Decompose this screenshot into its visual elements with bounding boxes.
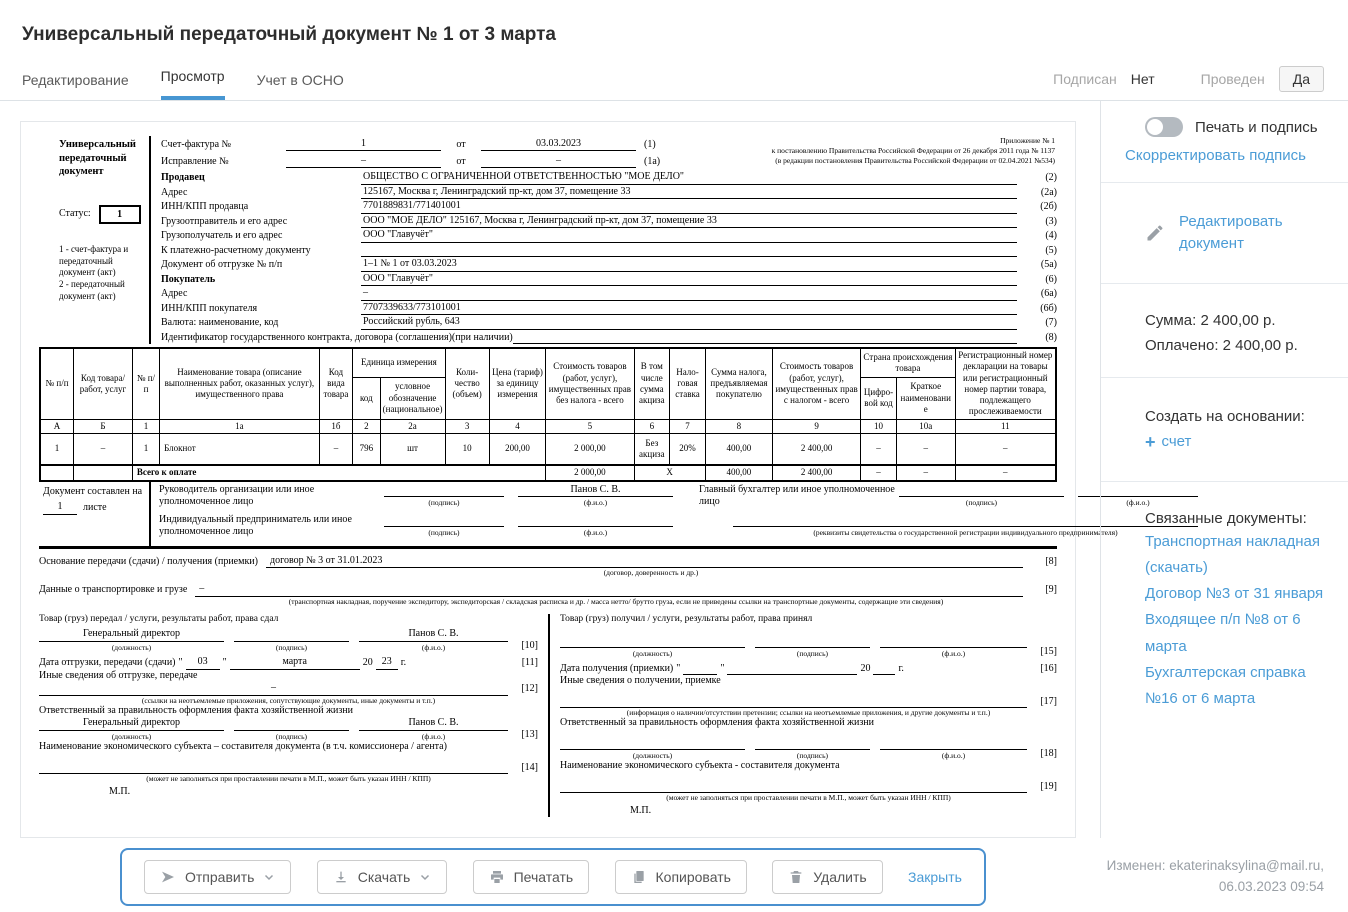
field-value: ООО "Главучёт" bbox=[361, 273, 1017, 287]
field-label: ИНН/КПП продавца bbox=[161, 201, 249, 212]
col-header: Наименование товара (описание выполненных работ, оказанных услуг), имущественного права bbox=[160, 348, 320, 419]
col-header: Единица измерения bbox=[353, 348, 445, 377]
adjust-signature-link[interactable]: Скорректировать подпись bbox=[1125, 147, 1306, 164]
left-other-value: – bbox=[39, 682, 508, 696]
correction-label: Исправление № bbox=[161, 155, 229, 167]
field-value: – bbox=[361, 287, 1017, 301]
ip-label: Индивидуальный предприниматель или иное уполномоченное лицо bbox=[159, 513, 352, 537]
row-cell: 2 000,00 bbox=[546, 433, 634, 465]
quote: " bbox=[222, 657, 227, 668]
total-gross: 2 400,00 bbox=[773, 465, 861, 480]
status-note-2: 2 - передаточный документ (акт) bbox=[59, 278, 125, 301]
handover-columns bbox=[39, 614, 1057, 817]
page-title: Универсальный передаточный документ № 1 от 3 марта bbox=[22, 24, 556, 45]
field-value: 125167, Москва г, Ленинградский пр-кт, дом 37, помещение 33 bbox=[361, 186, 1017, 200]
basis-value: договор № 3 от 31.01.2023 bbox=[266, 555, 1023, 569]
download-icon bbox=[333, 869, 349, 885]
sidebar bbox=[1100, 101, 1348, 838]
tab-osno[interactable]: Учет в ОСНО bbox=[256, 72, 344, 88]
field-value: 7707339633/773101001 bbox=[361, 302, 1017, 316]
num-1a: (1а) bbox=[644, 155, 661, 167]
code-cell: 9 bbox=[773, 419, 861, 433]
field-num: (2) bbox=[1045, 172, 1057, 183]
col-header: Нало- говая ставка bbox=[670, 348, 706, 419]
left-num-14: [14] bbox=[521, 761, 538, 773]
create-from-section bbox=[1101, 378, 1348, 481]
code-cell: 10а bbox=[896, 419, 955, 433]
print-sign-toggle[interactable] bbox=[1145, 117, 1183, 137]
code-cell: 11 bbox=[955, 419, 1056, 433]
field-label: Адрес bbox=[161, 288, 188, 299]
chevron-down-icon bbox=[419, 871, 431, 883]
form-header-left bbox=[39, 136, 149, 344]
col-header: Краткое наименование bbox=[896, 377, 955, 419]
quote: " bbox=[178, 657, 183, 668]
left-date-year: 23 bbox=[376, 656, 398, 670]
transport-row bbox=[39, 583, 1057, 597]
right-date-g: г. bbox=[898, 662, 904, 674]
col-header: Код вида товара bbox=[319, 348, 353, 419]
code-cell: 5 bbox=[546, 419, 634, 433]
code-cell: 8 bbox=[705, 419, 772, 433]
create-invoice-link[interactable]: счет bbox=[1161, 433, 1192, 450]
left-date-day: 03 bbox=[186, 656, 220, 670]
col-header: условное обозначение (национальное) bbox=[380, 377, 445, 419]
row-cell: Без акциза bbox=[634, 433, 670, 465]
action-box bbox=[120, 848, 986, 906]
col-header: Код товара/ работ, услуг bbox=[74, 348, 133, 419]
status-label: Статус: bbox=[59, 208, 91, 220]
left-num-10: [10] bbox=[521, 639, 538, 651]
total-dash: – bbox=[861, 465, 897, 480]
copy-button[interactable] bbox=[615, 860, 747, 894]
tab-editing[interactable]: Редактирование bbox=[22, 72, 129, 88]
code-cell: 1 bbox=[132, 419, 159, 433]
status-row bbox=[59, 205, 141, 224]
field-value: 1–1 № 1 от 03.03.2023 bbox=[361, 258, 1017, 272]
made-on-label: Документ составлен на bbox=[43, 485, 143, 497]
chevron-down-icon bbox=[263, 871, 275, 883]
field-value: ОБЩЕСТВО С ОГРАНИЧЕННОЙ ОТВЕТСТВЕННОСТЬЮ "МОЕ ДЕЛО" bbox=[361, 171, 1017, 185]
right-entity-hint: (может не заполняться при проставлении печати в М.П., может быть указан ИНН / КПП) bbox=[666, 793, 951, 803]
send-label: Отправить bbox=[185, 869, 255, 885]
transport-hint: (транспортная накладная, поручение экспедитору, экспедиторская / складская расписка и др. / масса нетто/ брутто груза, если не приведены ссылки на транспортные документы, содержащие эти сведения) bbox=[288, 596, 944, 606]
right-entity-label: Наименование экономического субъекта - составителя документа bbox=[560, 760, 840, 772]
field-num: (5) bbox=[1045, 244, 1057, 256]
total-row bbox=[40, 465, 1056, 480]
related-docs-label: Связанные документы: bbox=[1145, 509, 1307, 527]
table-row bbox=[40, 433, 1056, 465]
form-title: Универсальный передаточный документ bbox=[59, 139, 136, 178]
status-group bbox=[1053, 66, 1324, 100]
field-label: Грузополучатель и его адрес bbox=[161, 230, 283, 241]
right-num-19: [19] bbox=[1040, 780, 1057, 792]
field-label: Покупатель bbox=[161, 273, 216, 285]
right-num-16: [16] bbox=[1040, 662, 1057, 674]
code-cell: 6 bbox=[634, 419, 670, 433]
right-num-17: [17] bbox=[1040, 695, 1057, 707]
main-area bbox=[0, 101, 1348, 838]
caption-position: (должность) bbox=[632, 750, 673, 760]
modified-line-2: 06.03.2023 09:54 bbox=[1218, 879, 1324, 894]
tab-view[interactable]: Просмотр bbox=[161, 68, 225, 100]
field-seller-inn bbox=[161, 199, 1057, 214]
col-header: Регистрационный номер декларации на товары или регистрационный номер партии товара, подлежащего прослеживаемости bbox=[955, 348, 1056, 419]
total-dash: – bbox=[955, 465, 1056, 480]
delete-label: Удалить bbox=[813, 869, 867, 885]
transport-label: Данные о транспортировке и грузе bbox=[39, 584, 188, 596]
total-x: X bbox=[634, 465, 705, 480]
left-date-century: 20 bbox=[362, 657, 373, 668]
right-num-18: [18] bbox=[1040, 747, 1057, 759]
row-cell: 796 bbox=[353, 433, 380, 465]
invoice-label: Счет-фактура № bbox=[161, 138, 232, 150]
total-net: 2 000,00 bbox=[546, 465, 634, 480]
field-num: (8) bbox=[1045, 331, 1057, 343]
caption-signature: (подпись) bbox=[275, 642, 308, 652]
made-on-unit: листе bbox=[83, 502, 107, 513]
document-preview-wrap bbox=[0, 101, 1150, 838]
annex-note bbox=[661, 136, 1057, 170]
field-consignee bbox=[161, 228, 1057, 243]
edit-document-link[interactable]: Редактировать документ bbox=[1179, 213, 1283, 252]
invoice-lines bbox=[161, 136, 661, 170]
field-label: ИНН/КПП покупателя bbox=[161, 302, 258, 314]
tab-bar bbox=[0, 66, 1348, 101]
status-note-1: 1 - счет-фактура и передаточный документ (акт) bbox=[59, 243, 129, 278]
left-mp: М.П. bbox=[109, 785, 131, 797]
col-header: № п/п bbox=[132, 348, 159, 419]
send-icon bbox=[160, 869, 176, 885]
correction-number-row bbox=[161, 153, 661, 168]
row-cell: шт bbox=[380, 433, 445, 465]
download-button[interactable] bbox=[317, 860, 448, 894]
send-button[interactable] bbox=[144, 860, 291, 894]
left-date-g: г. bbox=[400, 657, 407, 668]
edit-document-section[interactable] bbox=[1101, 182, 1348, 284]
modified-line-1: Изменен: ekaterinaksylina@mail.ru, bbox=[1106, 858, 1324, 874]
col-header: код bbox=[353, 377, 380, 419]
left-entity-hint: (может не заполняться при проставлении печати в М.П., может быть указан ИНН / КПП) bbox=[146, 774, 431, 784]
head-name: Панов С. В. bbox=[518, 484, 673, 498]
field-num: (6б) bbox=[1040, 302, 1057, 314]
code-cell: 7 bbox=[670, 419, 706, 433]
form-header bbox=[39, 136, 1057, 344]
right-resp-label: Ответственный за правильность оформления факта хозяйственной жизни bbox=[560, 717, 875, 729]
field-num: (3) bbox=[1045, 215, 1057, 227]
signature-block bbox=[39, 480, 1150, 549]
row-cell: 200,00 bbox=[489, 433, 546, 465]
caption-fio: (ф.и.о.) bbox=[1126, 498, 1150, 508]
col-header: Коли- чество (объем) bbox=[445, 348, 489, 419]
col-header: Цифро- вой код bbox=[861, 377, 897, 419]
invoice-from-label: от bbox=[456, 138, 466, 150]
left-num-12: [12] bbox=[521, 683, 538, 694]
basis-row bbox=[39, 555, 1057, 569]
print-sign-section bbox=[1101, 101, 1348, 182]
code-cell: Б bbox=[74, 419, 133, 433]
col-header: Стоимость товаров (работ, услуг), имущественных прав без налога - всего bbox=[546, 348, 634, 419]
caption-signature: (подпись) bbox=[428, 528, 460, 538]
field-num: (2а) bbox=[1040, 186, 1057, 198]
right-title: Товар (груз) получил / услуги, результаты работ, права принял bbox=[560, 614, 813, 625]
left-other-label: Иные сведения об отгрузке, передаче bbox=[39, 669, 198, 681]
field-buyer-inn bbox=[161, 301, 1057, 316]
handover-right bbox=[548, 614, 1057, 817]
upd-document bbox=[20, 121, 1150, 838]
total-dash: – bbox=[896, 465, 955, 480]
caption-fio: (ф.и.о.) bbox=[421, 731, 446, 741]
signed-value: Нет bbox=[1130, 71, 1155, 87]
field-shipping-doc bbox=[161, 257, 1057, 272]
code-cell: 3 bbox=[445, 419, 489, 433]
right-date-century: 20 bbox=[860, 662, 871, 674]
field-seller-address bbox=[161, 185, 1057, 200]
col-header: Стоимость товаров (работ, услуг), имущественных прав с налогом - всего bbox=[773, 348, 861, 419]
total-label: Всего к оплате bbox=[132, 465, 546, 480]
right-date-year bbox=[873, 663, 895, 675]
correction-date: – bbox=[481, 155, 636, 169]
caption-ip-requisites: (реквизиты свидетельства о государственной регистрации индивидуального предпринимателя) bbox=[813, 528, 1118, 538]
related-doc-link[interactable]: Входящее п/п №8 от 6 марта bbox=[1145, 611, 1301, 655]
annex-line-2: к постановлению Правительства Российской Федерации от 26 декабря 2011 года № 1137 bbox=[771, 146, 1055, 156]
code-row bbox=[40, 419, 1056, 433]
col-header: В том числе сумма акциза bbox=[634, 348, 670, 419]
row-cell: 10 bbox=[445, 433, 489, 465]
col-header: Страна происхождения товара bbox=[861, 348, 955, 377]
trash-icon bbox=[788, 869, 804, 885]
field-value: ООО "Главучёт" bbox=[361, 229, 1017, 243]
sum-line: Сумма: 2 400,00 р. bbox=[1145, 311, 1276, 329]
page-header bbox=[0, 0, 1348, 46]
field-payment-doc bbox=[161, 243, 1057, 258]
made-on-block bbox=[39, 482, 149, 546]
field-currency bbox=[161, 315, 1057, 330]
row-cell: 20% bbox=[670, 433, 706, 465]
row-cell: 1 bbox=[40, 433, 74, 465]
transport-hint-row bbox=[39, 597, 1057, 606]
form-header-right bbox=[149, 136, 1057, 344]
left-num-11: [11] bbox=[521, 657, 538, 668]
basis-hint: (договор, доверенность и др.) bbox=[603, 568, 699, 577]
right-date-day bbox=[683, 663, 717, 675]
made-on-value: 1 bbox=[43, 501, 77, 515]
left-title: Товар (груз) передал / услуги, результаты работ, права сдал bbox=[39, 614, 279, 625]
basis-num: [8] bbox=[1045, 555, 1057, 567]
copy-icon bbox=[631, 869, 647, 885]
caption-signature: (подпись) bbox=[428, 498, 460, 508]
left-num-13: [13] bbox=[521, 728, 538, 740]
caption-position: (должность) bbox=[111, 642, 152, 652]
code-cell: 10 bbox=[861, 419, 897, 433]
field-label: К платежно-расчетному документу bbox=[161, 244, 311, 256]
correction-number: – bbox=[286, 155, 441, 169]
status-notes bbox=[59, 244, 141, 302]
annex-line-3: (в редакции постановления Правительства Российской Федерации от 02.04.2021 №534) bbox=[775, 156, 1055, 166]
code-cell: 2 bbox=[353, 419, 380, 433]
quote: " bbox=[720, 662, 725, 674]
field-shipper bbox=[161, 214, 1057, 229]
row-cell: – bbox=[861, 433, 897, 465]
modified-info bbox=[1107, 856, 1324, 898]
field-value: Российский рубль, 643 bbox=[361, 316, 1017, 330]
bottom-bar bbox=[0, 848, 1348, 906]
left-date-month: марта bbox=[230, 656, 360, 670]
sums-section bbox=[1101, 284, 1348, 377]
col-header: Сумма налога, предъявляемая покупателю bbox=[705, 348, 772, 419]
annex-line-1: Приложение № 1 bbox=[1000, 136, 1055, 145]
field-value bbox=[361, 256, 1017, 257]
field-gov-contract bbox=[161, 330, 1057, 345]
code-cell: 1б bbox=[319, 419, 353, 433]
delete-button[interactable] bbox=[772, 860, 882, 894]
right-date-label: Дата получения (приемки) bbox=[560, 662, 674, 674]
related-doc-link[interactable]: Бухгалтерская справка №16 от 6 марта bbox=[1145, 663, 1306, 707]
create-from-label: Создать на основании: bbox=[1145, 407, 1305, 425]
row-cell: – bbox=[896, 433, 955, 465]
left-resp-label: Ответственный за правильность оформления факта хозяйственной жизни bbox=[39, 704, 354, 716]
basis-hint-row bbox=[39, 568, 1057, 577]
code-cell: А bbox=[40, 419, 74, 433]
print-sign-label: Печать и подпись bbox=[1195, 118, 1318, 136]
paid-line: Оплачено: 2 400,00 р. bbox=[1145, 337, 1298, 354]
left-name-1: Панов С. В. bbox=[359, 628, 508, 642]
row-cell: 1 bbox=[132, 433, 159, 465]
field-label: Идентификатор государственного контракта, договора (соглашения)(при наличии) bbox=[161, 331, 513, 343]
right-num-15: [15] bbox=[1040, 646, 1057, 657]
caption-signature: (подпись) bbox=[965, 498, 998, 508]
related-doc-link[interactable]: Договор №3 от 31 января bbox=[1145, 585, 1324, 602]
caption-fio: (ф.и.о.) bbox=[941, 649, 966, 659]
field-value bbox=[513, 343, 1017, 344]
status-value-box: 1 bbox=[99, 205, 141, 224]
left-date-label: Дата отгрузки, передачи (сдачи) bbox=[39, 657, 176, 668]
field-label: Продавец bbox=[161, 172, 205, 183]
copy-label: Копировать bbox=[655, 869, 731, 885]
related-docs-section bbox=[1101, 482, 1348, 731]
invoice-number-row bbox=[161, 136, 661, 151]
right-date-month bbox=[727, 663, 857, 675]
code-cell: 2а bbox=[380, 419, 445, 433]
posted-label: Проведен bbox=[1200, 71, 1265, 87]
num-1: (1) bbox=[644, 138, 656, 150]
field-buyer bbox=[161, 272, 1057, 287]
left-role-1: Генеральный директор bbox=[39, 628, 224, 642]
caption-signature: (подпись) bbox=[796, 649, 829, 659]
print-label: Печатать bbox=[513, 869, 574, 885]
field-num: (4) bbox=[1045, 230, 1057, 241]
caption-signature: (подпись) bbox=[796, 750, 829, 760]
right-other-label: Иные сведения о получении, приемке bbox=[560, 675, 721, 686]
field-label: Документ об отгрузке № п/п bbox=[161, 259, 283, 270]
row-cell: – bbox=[319, 433, 353, 465]
caption-position: (должность) bbox=[111, 731, 152, 741]
caption-fio: (ф.и.о.) bbox=[583, 528, 608, 538]
row-cell: 400,00 bbox=[705, 433, 772, 465]
caption-signature: (подпись) bbox=[275, 731, 308, 741]
transport-num: [9] bbox=[1045, 584, 1057, 596]
correction-from-label: от bbox=[456, 155, 466, 167]
items-table bbox=[39, 347, 1057, 482]
caption-position: (должность) bbox=[632, 649, 673, 659]
print-button[interactable] bbox=[473, 860, 590, 894]
printer-icon bbox=[489, 869, 505, 885]
transport-value: – bbox=[195, 583, 1023, 597]
code-cell: 1а bbox=[160, 419, 320, 433]
left-role-2: Генеральный директор bbox=[39, 717, 224, 731]
basis-label: Основание передачи (сдачи) / получения (приемки) bbox=[39, 555, 258, 567]
related-doc-link[interactable]: Транспортная накладная (скачать) bbox=[1145, 532, 1321, 576]
left-other-hint: (ссылки на неотъемлемые приложения, сопутствующие документы, иные документы и т.п.) bbox=[141, 695, 436, 705]
field-label: Адрес bbox=[161, 186, 188, 198]
quote: " bbox=[676, 662, 681, 674]
plus-icon: + bbox=[1145, 431, 1156, 452]
field-num: (2б) bbox=[1040, 201, 1057, 212]
row-cell: – bbox=[955, 433, 1056, 465]
col-header: № п/п bbox=[40, 348, 74, 419]
field-seller bbox=[161, 170, 1057, 185]
chief-label: Главный бухгалтер или иное уполномоченное лицо bbox=[699, 483, 895, 507]
field-buyer-address bbox=[161, 286, 1057, 301]
invoice-date: 03.03.2023 bbox=[481, 138, 636, 152]
field-num: (6) bbox=[1045, 273, 1057, 285]
row-cell: 2 400,00 bbox=[773, 433, 861, 465]
right-mp: М.П. bbox=[630, 804, 652, 816]
caption-fio: (ф.и.о.) bbox=[421, 642, 446, 652]
right-other-hint: (информация о наличии/отсутствии претензии; ссылки на неотъемлемые приложения, и другие документы и т.п.) bbox=[626, 708, 991, 717]
field-value: 7701889831/771401001 bbox=[361, 200, 1017, 214]
download-label: Скачать bbox=[357, 869, 411, 885]
field-num: (6а) bbox=[1040, 288, 1057, 299]
code-cell: 4 bbox=[489, 419, 546, 433]
invoice-number: 1 bbox=[286, 138, 441, 152]
caption-fio: (ф.и.о.) bbox=[941, 750, 966, 760]
field-label: Грузоотправитель и его адрес bbox=[161, 215, 288, 227]
signed-label: Подписан bbox=[1053, 71, 1117, 87]
total-vat: 400,00 bbox=[705, 465, 772, 480]
caption-fio: (ф.и.о.) bbox=[583, 498, 608, 508]
pencil-icon bbox=[1145, 223, 1165, 243]
field-num: (5а) bbox=[1040, 259, 1057, 270]
field-num: (7) bbox=[1045, 317, 1057, 328]
signature-main bbox=[149, 482, 1204, 546]
handover-left bbox=[39, 614, 548, 817]
head-label: Руководитель организации или иное уполномоченное лицо bbox=[159, 483, 315, 507]
col-header: Цена (тариф) за единицу измерения bbox=[489, 348, 546, 419]
row-cell-item-name: Блокнот bbox=[160, 433, 320, 465]
row-cell: – bbox=[74, 433, 133, 465]
left-entity-label: Наименование экономического субъекта – составителя документа (в т.ч. комиссионера / агента) bbox=[39, 741, 447, 753]
right-other-value bbox=[560, 696, 1027, 708]
field-label: Валюта: наименование, код bbox=[161, 317, 279, 328]
posted-value-button[interactable]: Да bbox=[1279, 66, 1324, 92]
close-link[interactable]: Закрыть bbox=[908, 869, 962, 885]
field-value: ООО "МОЕ ДЕЛО" 125167, Москва г, Ленинградский пр-кт, дом 37, помещение 33 bbox=[361, 215, 1017, 229]
left-name-2: Панов С. В. bbox=[359, 717, 508, 731]
